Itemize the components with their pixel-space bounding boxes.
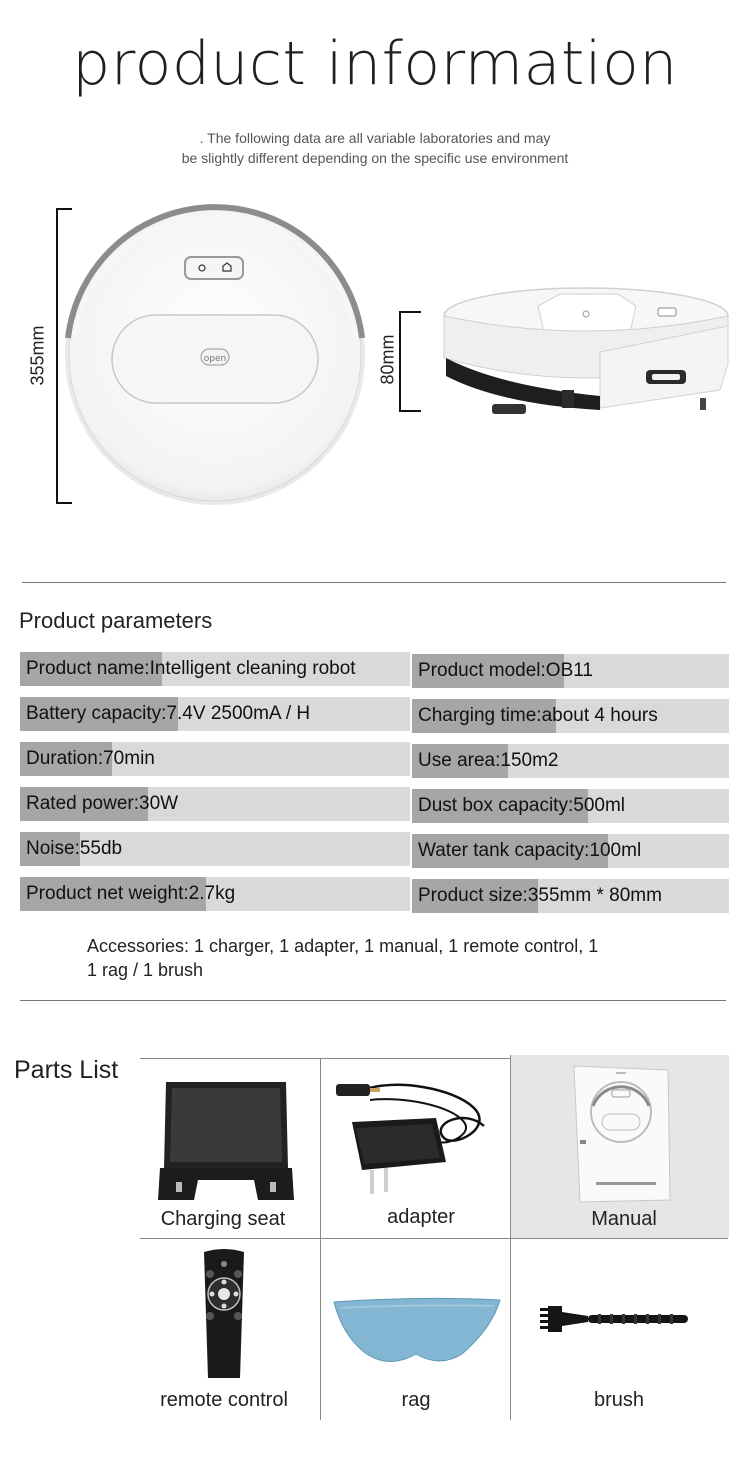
- param-text: [418, 834, 641, 868]
- param-value: 100ml: [589, 840, 642, 861]
- side-view-dimension-bracket: [399, 311, 421, 412]
- param-row-right: [412, 744, 729, 778]
- robot-side-view-image: [440, 286, 732, 426]
- param-label: Product model:: [418, 660, 546, 681]
- param-value: 2.7kg: [188, 883, 236, 904]
- part-label-brush: brush: [593, 1389, 645, 1411]
- param-value: 30W: [139, 793, 179, 814]
- accessories-note: [87, 934, 687, 982]
- rag-icon: [330, 1294, 504, 1372]
- param-value: 55db: [79, 838, 123, 859]
- param-label: Noise:: [26, 838, 80, 859]
- adapter-icon: [334, 1078, 494, 1208]
- part-label-charging-seat: Charging seat: [160, 1208, 286, 1230]
- param-row-left: [20, 697, 410, 731]
- param-label: Battery capacity:: [26, 703, 167, 724]
- param-row-left: [20, 742, 410, 776]
- param-label: Product net weight:: [26, 883, 189, 904]
- param-text: [26, 787, 178, 821]
- parameters-title: Product parameters: [19, 608, 213, 633]
- param-label: Rated power:: [26, 793, 140, 814]
- param-row-left: [20, 652, 410, 686]
- param-label: Charging time:: [418, 705, 542, 726]
- part-label-remote-control: remote control: [160, 1389, 288, 1411]
- param-text: [26, 652, 356, 686]
- brush-icon: [538, 1300, 690, 1340]
- param-value: about 4 hours: [541, 705, 658, 726]
- param-value: 355mm * 80mm: [527, 885, 662, 906]
- param-text: [418, 744, 558, 778]
- param-label: Dust box capacity:: [418, 795, 574, 816]
- param-value: 70min: [103, 748, 155, 769]
- param-text: [26, 742, 155, 776]
- param-row-right: [412, 879, 729, 913]
- grid-line: [320, 1058, 510, 1059]
- param-text: [418, 789, 625, 823]
- param-text: [26, 877, 235, 911]
- disclaimer-line-2: be slightly different depending on the specific use environment: [181, 150, 569, 166]
- param-row-right: [412, 654, 729, 688]
- accessories-line-1: Accessories: 1 charger, 1 adapter, 1 manual, 1 remote control, 1: [87, 936, 599, 956]
- top-view-dimension-label: 355mm: [27, 325, 48, 386]
- param-value: 150m2: [500, 750, 559, 771]
- robot-top-view-image: [60, 203, 370, 508]
- param-row-left: [20, 877, 410, 911]
- param-value: 500ml: [573, 795, 625, 816]
- param-value: 7.4V 2500mA / H: [166, 703, 311, 724]
- accessories-line-2: 1 rag / 1 brush: [87, 960, 204, 980]
- param-row-right: [412, 789, 729, 823]
- part-label-rag: rag: [401, 1389, 431, 1411]
- param-value: Intelligent cleaning robot: [149, 658, 356, 679]
- grid-line: [140, 1058, 320, 1059]
- param-text: [26, 697, 310, 731]
- param-row-right: [412, 699, 729, 733]
- grid-line: [140, 1238, 728, 1239]
- disclaimer-line-1: . The following data are all variable laboratories and may: [199, 130, 551, 146]
- param-label: Product name:: [26, 658, 150, 679]
- param-text: [418, 879, 662, 913]
- part-label-manual: Manual: [591, 1208, 657, 1230]
- page-title: product information: [72, 29, 678, 99]
- section-divider: [22, 582, 726, 583]
- param-row-left: [20, 787, 410, 821]
- remote-control-icon: [196, 1248, 252, 1382]
- param-label: Water tank capacity:: [418, 840, 590, 861]
- parts-list-title: Parts List: [14, 1056, 119, 1084]
- param-label: Use area:: [418, 750, 501, 771]
- param-text: [418, 699, 658, 733]
- disclaimer-note: [0, 128, 750, 168]
- side-view-dimension-label: 80mm: [377, 334, 398, 385]
- grid-line: [320, 1058, 321, 1420]
- param-label: Duration:: [26, 748, 104, 769]
- param-row-right: [412, 834, 729, 868]
- section-divider: [20, 1000, 726, 1001]
- param-value: OB11: [545, 660, 593, 681]
- param-text: [26, 832, 122, 866]
- param-label: Product size:: [418, 885, 528, 906]
- open-button-label: open: [203, 354, 227, 364]
- param-row-left: [20, 832, 410, 866]
- manual-icon: [568, 1062, 674, 1204]
- charging-seat-icon: [156, 1076, 296, 1204]
- param-text: [418, 654, 593, 688]
- part-label-adapter: adapter: [387, 1206, 455, 1228]
